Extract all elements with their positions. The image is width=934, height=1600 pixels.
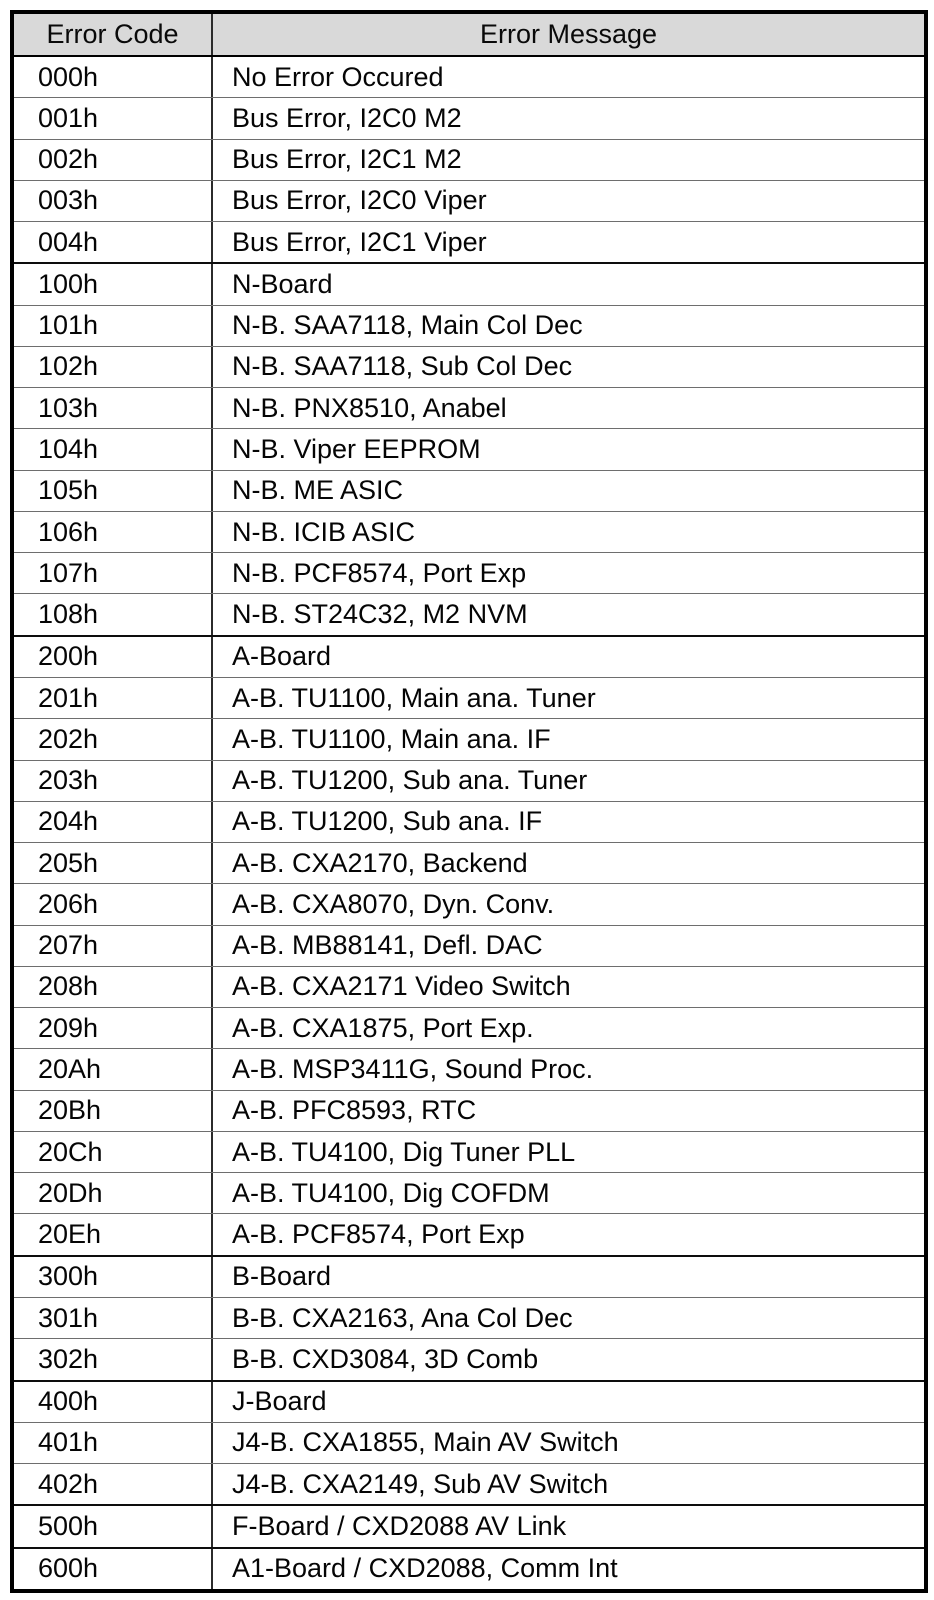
table-row xyxy=(14,1090,924,1131)
error-message-cell: J4-B. CXA2149, Sub AV Switch xyxy=(232,1468,609,1499)
table-row xyxy=(14,305,924,346)
error-message-cell: A-B. TU1200, Sub ana. Tuner xyxy=(232,765,588,796)
error-message-cell: A-B. TU1100, Main ana. IF xyxy=(232,723,551,754)
table-row xyxy=(14,1338,924,1379)
table-row xyxy=(14,966,924,1007)
error-code-cell: 500h xyxy=(14,1506,213,1546)
error-code-cell: 20Ah xyxy=(14,1049,213,1089)
error-message-cell: Bus Error, I2C0 M2 xyxy=(232,102,462,133)
error-code-cell: 20Ch xyxy=(14,1132,213,1172)
error-code-cell: 103h xyxy=(14,388,213,428)
error-code-cell: 108h xyxy=(14,594,213,634)
error-message-cell: A-B. MSP3411G, Sound Proc. xyxy=(232,1054,594,1084)
error-code-cell: 003h xyxy=(14,181,213,221)
error-message-cell: No Error Occured xyxy=(232,61,444,92)
table-row xyxy=(14,387,924,428)
error-message-cell: N-B. ST24C32, M2 NVM xyxy=(232,599,528,630)
table-row xyxy=(14,262,924,304)
error-message-cell: Bus Error, I2C1 Viper xyxy=(232,226,487,257)
table-row xyxy=(14,593,924,634)
error-code-cell: 302h xyxy=(14,1339,213,1379)
error-message-cell: A-B. PFC8593, RTC xyxy=(232,1095,477,1126)
table-row xyxy=(14,1297,924,1338)
error-message-cell: N-B. SAA7118, Sub Col Dec xyxy=(232,351,573,382)
error-message-cell: N-B. ICIB ASIC xyxy=(232,516,416,547)
error-code-cell: 105h xyxy=(14,471,213,511)
error-message-cell: N-B. PCF8574, Port Exp xyxy=(232,557,527,588)
error-message-cell: B-B. CXA2163, Ana Col Dec xyxy=(232,1302,573,1333)
table-row xyxy=(14,346,924,387)
table-row xyxy=(14,1172,924,1213)
error-message-cell: J-Board xyxy=(232,1386,327,1417)
table-row xyxy=(14,1048,924,1089)
error-code-cell: 208h xyxy=(14,967,213,1007)
error-message-cell: A-B. TU1100, Main ana. Tuner xyxy=(232,682,596,713)
error-message-cell: N-B. SAA7118, Main Col Dec xyxy=(232,310,583,341)
table-row xyxy=(14,883,924,924)
error-code-cell: 200h xyxy=(14,637,213,677)
table-row xyxy=(14,1504,924,1546)
error-code-cell: 100h xyxy=(14,264,213,304)
error-message-cell: A-B. CXA2171 Video Switch xyxy=(232,971,571,1002)
error-code-cell: 004h xyxy=(14,222,213,262)
error-message-cell: N-B. Viper EEPROM xyxy=(232,434,481,465)
error-message-cell: A1-Board / CXD2088, Comm Int xyxy=(232,1553,618,1584)
table-row xyxy=(14,925,924,966)
table-row xyxy=(14,97,924,138)
error-code-cell: 202h xyxy=(14,719,213,759)
table-row xyxy=(14,552,924,593)
error-message-cell: A-B. TU4100, Dig COFDM xyxy=(232,1177,550,1208)
error-code-cell: 201h xyxy=(14,678,213,718)
table-row xyxy=(14,470,924,511)
table-row xyxy=(14,511,924,552)
error-message-cell: Bus Error, I2C1 M2 xyxy=(232,144,462,175)
table-row xyxy=(14,1380,924,1422)
error-code-cell: 205h xyxy=(14,843,213,883)
table-row xyxy=(14,1213,924,1254)
error-code-cell: 002h xyxy=(14,140,213,180)
error-message-column-header: Error Message xyxy=(479,19,658,49)
error-message-cell: N-Board xyxy=(232,268,333,299)
error-code-cell: 301h xyxy=(14,1298,213,1338)
error-message-cell: A-B. CXA8070, Dyn. Conv. xyxy=(232,888,555,919)
table-row xyxy=(14,180,924,221)
error-code-cell: 204h xyxy=(14,802,213,842)
error-message-cell: A-B. PCF8574, Port Exp xyxy=(232,1219,525,1250)
table-row xyxy=(14,1463,924,1504)
table-row xyxy=(14,1255,924,1297)
error-message-cell: A-Board xyxy=(232,641,332,672)
error-code-cell: 104h xyxy=(14,429,213,469)
error-message-cell: Bus Error, I2C0 Viper xyxy=(232,185,487,216)
error-message-cell: A-B. CXA2170, Backend xyxy=(232,847,528,878)
error-code-cell: 101h xyxy=(14,306,213,346)
table-row xyxy=(14,1131,924,1172)
error-message-cell: A-B. CXA1875, Port Exp. xyxy=(232,1012,534,1043)
error-code-cell: 401h xyxy=(14,1423,213,1463)
table-row xyxy=(14,1422,924,1463)
error-message-cell: B-B. CXD3084, 3D Comb xyxy=(232,1343,539,1374)
table-row xyxy=(14,635,924,677)
error-message-cell: B-Board xyxy=(232,1261,332,1292)
error-code-cell: 402h xyxy=(14,1464,213,1504)
error-code-cell: 203h xyxy=(14,761,213,801)
error-code-cell: 107h xyxy=(14,553,213,593)
table-row xyxy=(14,842,924,883)
error-code-cell: 106h xyxy=(14,512,213,552)
error-code-cell: 600h xyxy=(14,1549,213,1589)
error-message-cell: N-B. PNX8510, Anabel xyxy=(232,392,507,423)
table-row xyxy=(14,57,924,97)
error-message-cell: A-B. TU4100, Dig Tuner PLL xyxy=(232,1136,576,1167)
table-row xyxy=(14,221,924,262)
error-message-cell: F-Board / CXD2088 AV Link xyxy=(232,1510,567,1541)
error-code-cell: 400h xyxy=(14,1382,213,1422)
error-code-cell: 300h xyxy=(14,1257,213,1297)
error-message-cell: A-B. TU1200, Sub ana. IF xyxy=(232,806,543,837)
table-row xyxy=(14,428,924,469)
error-code-column-header: Error Code xyxy=(14,14,213,55)
table-row xyxy=(14,1547,924,1589)
table-row xyxy=(14,760,924,801)
error-message-cell: N-B. ME ASIC xyxy=(232,475,404,506)
error-code-cell: 207h xyxy=(14,926,213,966)
error-code-cell: 206h xyxy=(14,884,213,924)
error-code-table xyxy=(10,10,928,1593)
error-code-cell: 000h xyxy=(14,57,213,97)
error-code-cell: 102h xyxy=(14,347,213,387)
table-row xyxy=(14,718,924,759)
error-message-cell: J4-B. CXA1855, Main AV Switch xyxy=(232,1427,619,1458)
error-table-body xyxy=(14,57,924,1589)
error-code-cell: 20Dh xyxy=(14,1173,213,1213)
table-header-row xyxy=(14,14,924,57)
table-row xyxy=(14,801,924,842)
table-row xyxy=(14,677,924,718)
error-code-cell: 20Eh xyxy=(14,1214,213,1254)
table-row xyxy=(14,1007,924,1048)
error-message-cell: A-B. MB88141, Defl. DAC xyxy=(232,930,543,961)
error-code-cell: 20Bh xyxy=(14,1091,213,1131)
error-code-cell: 209h xyxy=(14,1008,213,1048)
error-code-cell: 001h xyxy=(14,98,213,138)
table-row xyxy=(14,139,924,180)
